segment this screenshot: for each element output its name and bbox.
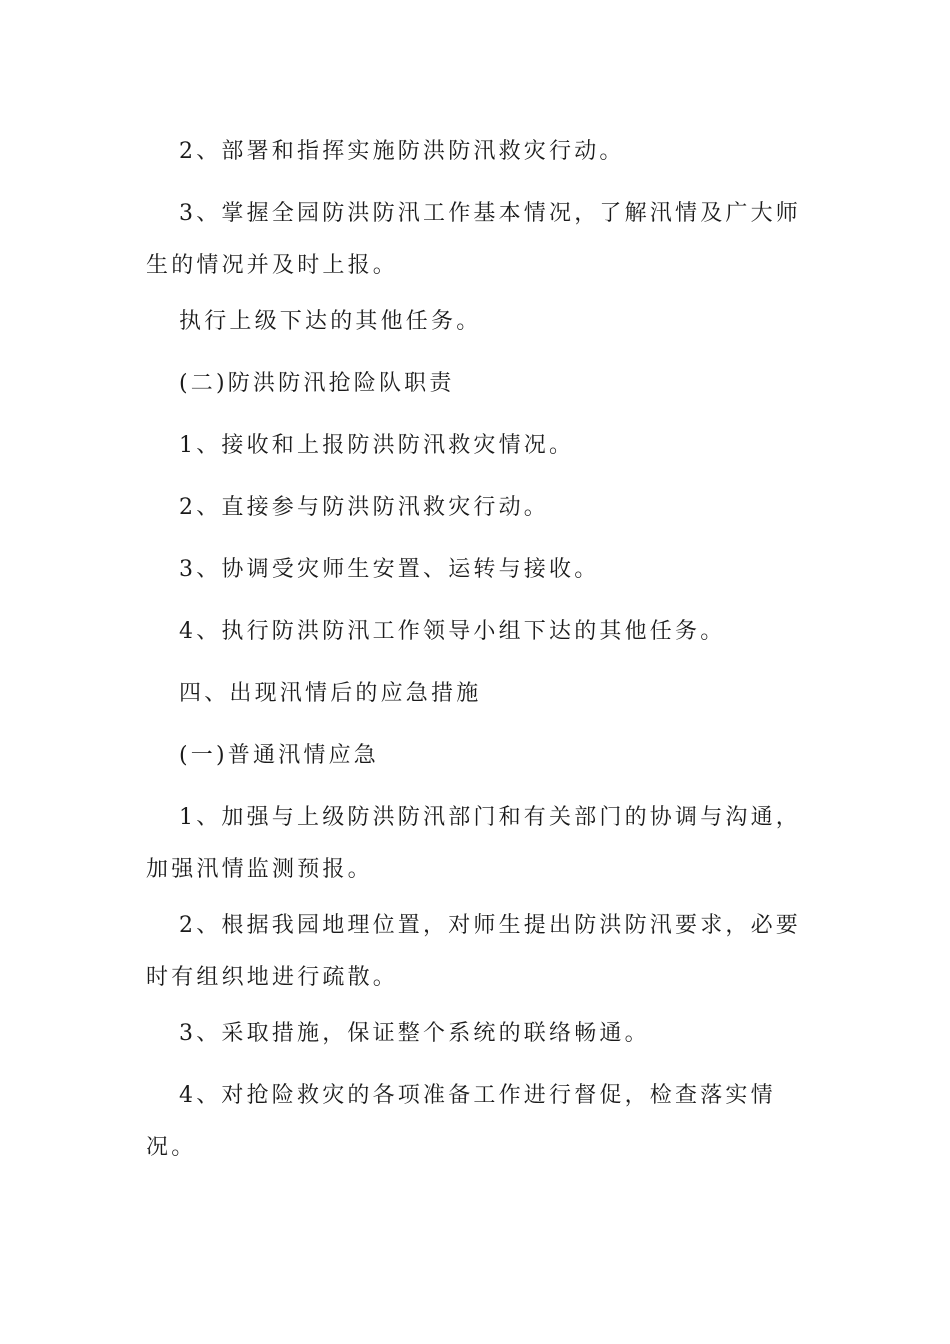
paragraph-participate: 2、直接参与防洪防汛救灾行动。	[179, 495, 549, 520]
section-heading-normal-flood: (一)普通汛情应急	[179, 743, 379, 768]
paragraph-execute-tasks: 4、执行防洪防汛工作领导小组下达的其他任务。	[179, 619, 726, 644]
section-heading-emergency-measures: 四、出现汛情后的应急措施	[179, 681, 482, 706]
paragraph-evacuation: 2、根据我园地理位置，对师生提出防洪防汛要求，必要时有组织地进行疏散。	[146, 913, 801, 990]
paragraph-strengthen-coordination: 1、加强与上级防洪防汛部门和有关部门的协调与沟通，加强汛情监测预报。	[146, 805, 801, 882]
paragraph-grasp-situation: 3、掌握全园防洪防汛工作基本情况，了解汛情及广大师生的情况并及时上报。	[146, 201, 801, 278]
section-heading-rescue-team: (二)防洪防汛抢险队职责	[179, 371, 455, 396]
paragraph-supervise-preparation: 4、对抢险救灾的各项准备工作进行督促，检查落实情况。	[146, 1083, 776, 1160]
paragraph-receive-report: 1、接收和上报防洪防汛救灾情况。	[179, 433, 575, 458]
paragraph-deploy-command: 2、部署和指挥实施防洪防汛救灾行动。	[179, 139, 625, 164]
paragraph-coordinate: 3、协调受灾师生安置、运转与接收。	[179, 557, 600, 582]
paragraph-communication: 3、采取措施，保证整个系统的联络畅通。	[179, 1021, 650, 1046]
paragraph-other-tasks: 执行上级下达的其他任务。	[179, 309, 482, 334]
